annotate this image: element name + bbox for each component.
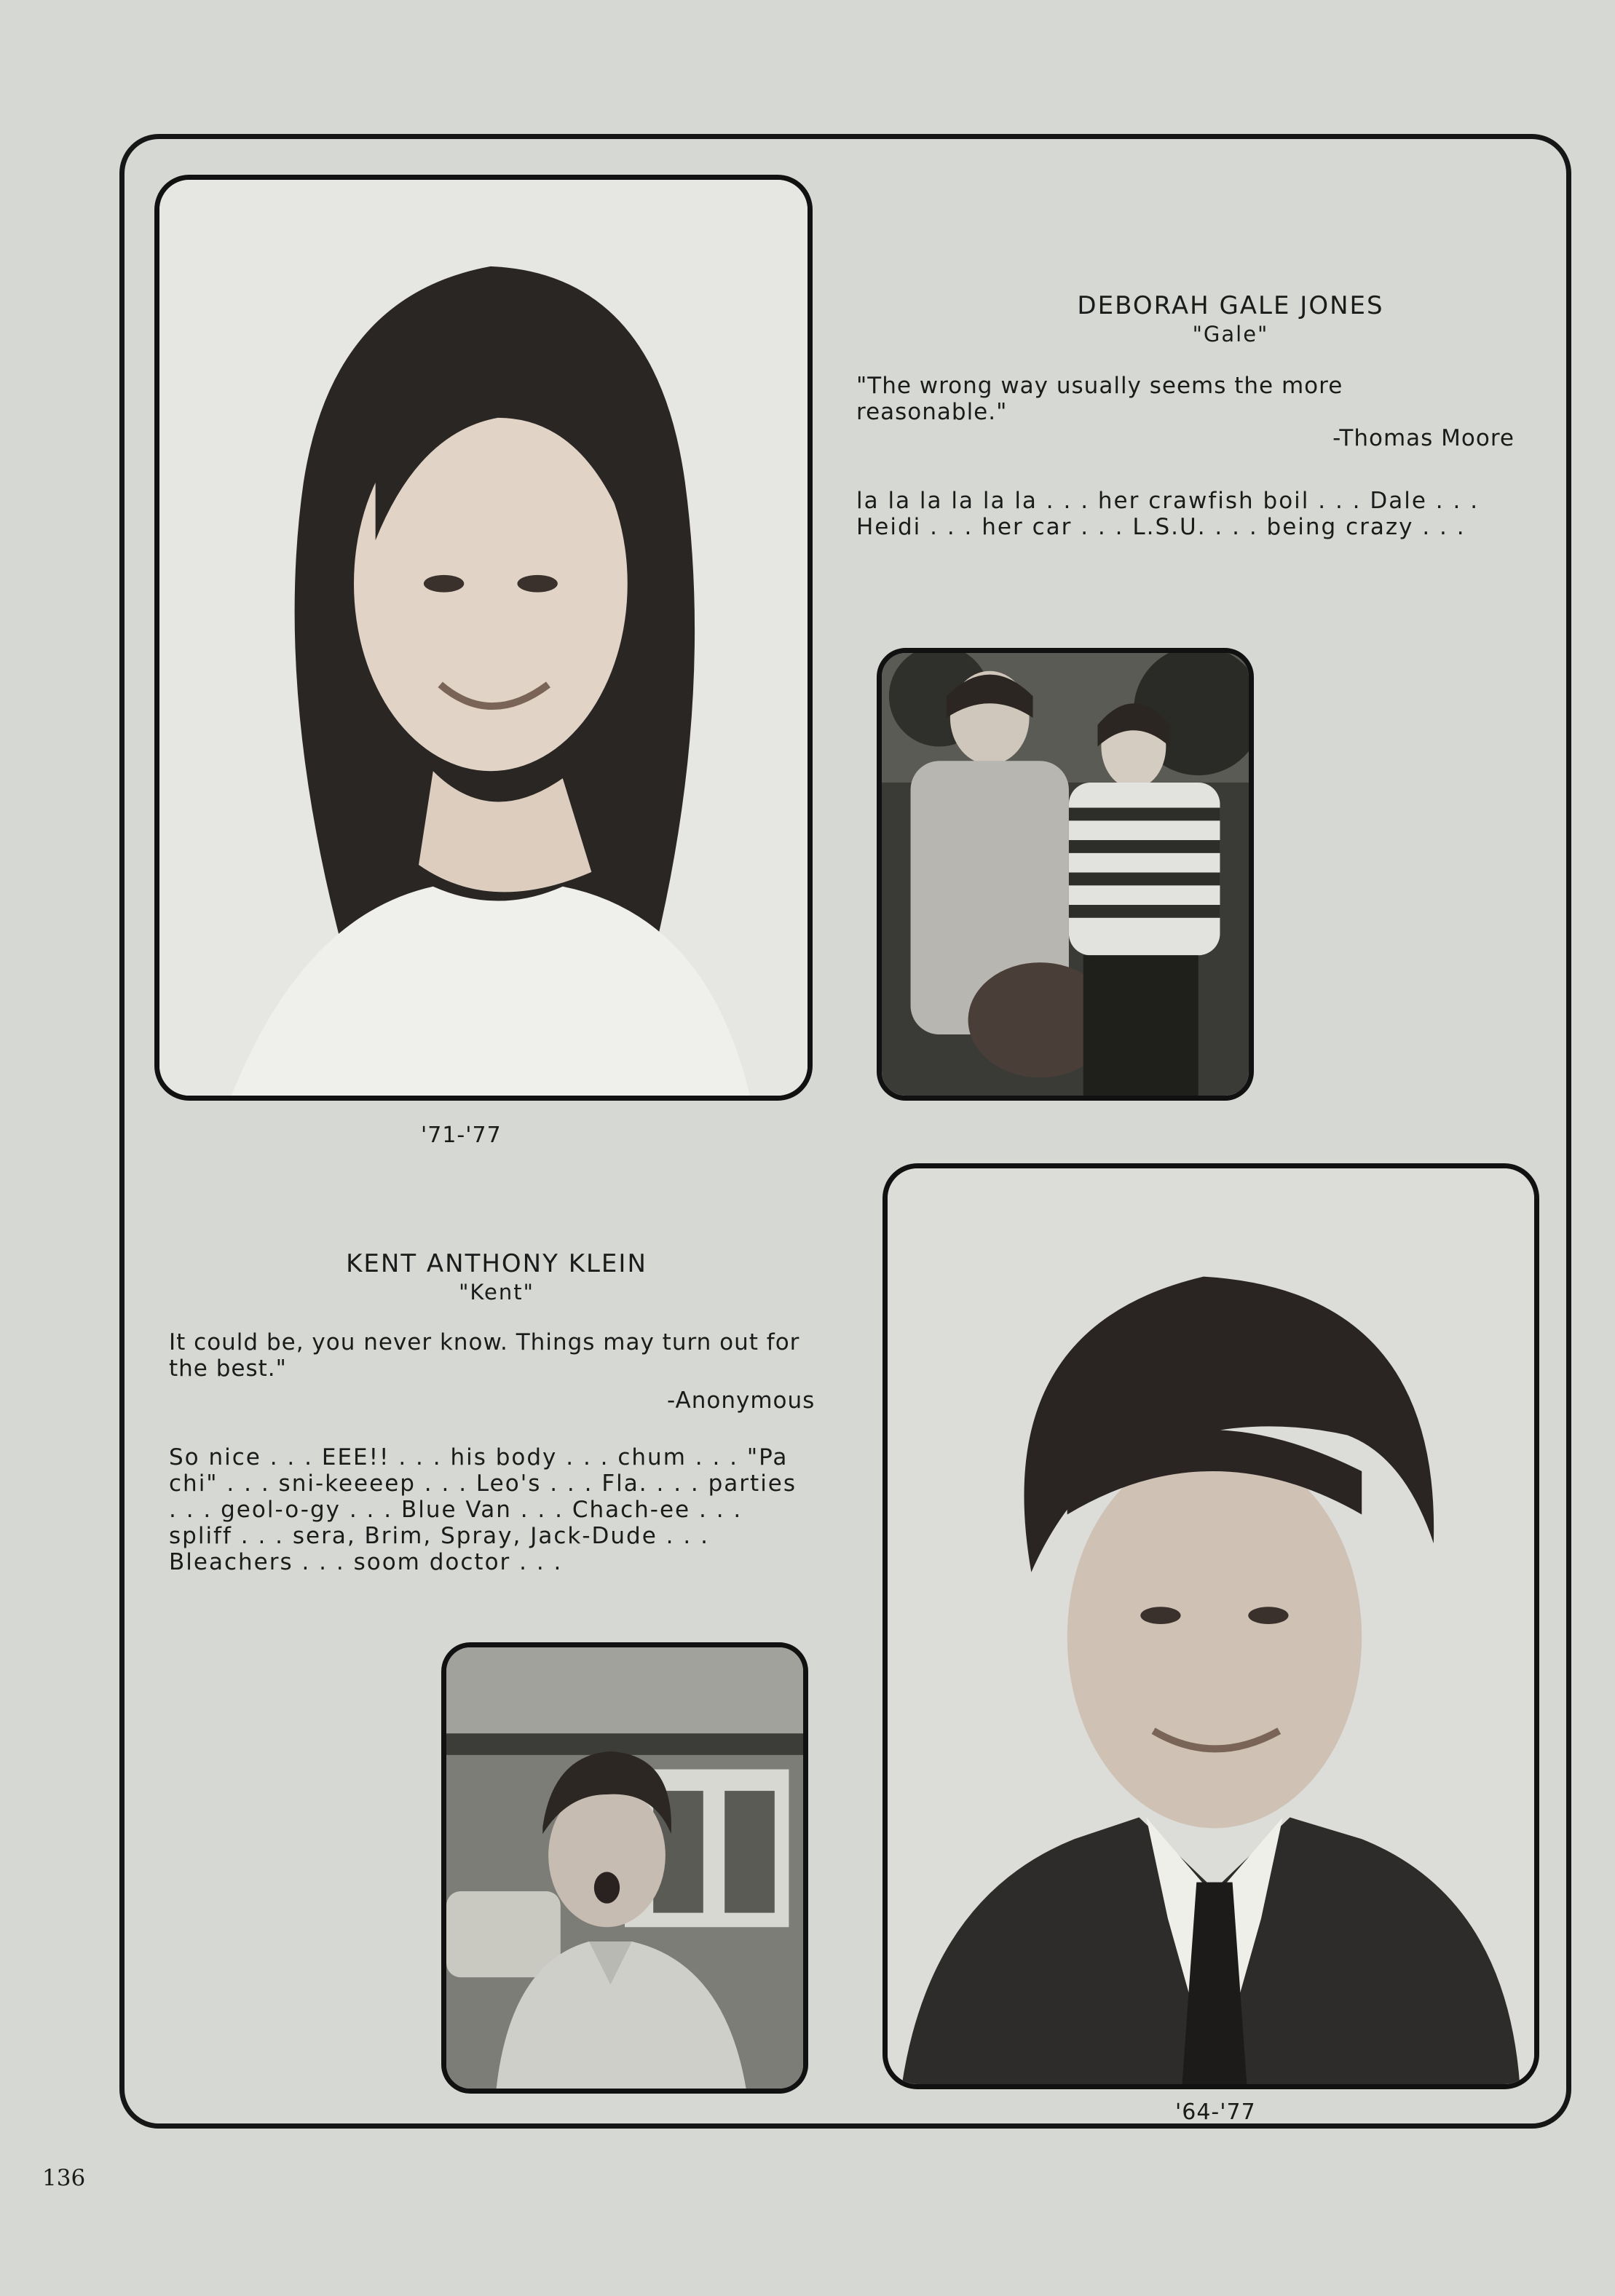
candid-photo-kent xyxy=(441,1642,808,2094)
senior-2-name xyxy=(169,1249,824,1305)
senior-1-years: '71-'77 xyxy=(421,1123,502,1148)
senior-1-name xyxy=(903,291,1558,347)
portrait-photo-deborah xyxy=(154,175,813,1101)
senior-1-attribution: -Thomas Moore xyxy=(1332,425,1515,451)
portrait-photo-kent xyxy=(882,1163,1539,2089)
senior-2-years: '64-'77 xyxy=(1175,2099,1256,2125)
senior-2-nickname: "Kent" xyxy=(459,1280,534,1305)
senior-2-full-name: KENT ANTHONY KLEIN xyxy=(346,1249,647,1278)
senior-2-quote: It could be, you never know. Things may turn out for the best." xyxy=(169,1329,800,1382)
senior-2-bio: So nice . . . EEE!! . . . his body . . . chum . . . "Pa chi" . . . sni-keeeep . . . Leo's . . . Fla. . . . parties . . . geol-o-gy . . . Blue Van . . . Chach-ee . . . spliff . . . sera, Brim, Spray, Jack-Dude . . . Bleachers . . . soom doctor . . . xyxy=(169,1444,797,1575)
senior-1-nickname: "Gale" xyxy=(1192,322,1269,347)
page-number: 136 xyxy=(42,2165,86,2191)
senior-1-quote: "The wrong way usually seems the more reasonable." xyxy=(856,373,1343,425)
senior-2-attribution: -Anonymous xyxy=(667,1388,816,1414)
senior-1-bio: la la la la la la . . . her crawfish boil . . . Dale . . . Heidi . . . her car . . . L.S.U. . . . being crazy . . . xyxy=(856,488,1480,540)
senior-1-full-name: DEBORAH GALE JONES xyxy=(1077,291,1384,320)
candid-photo-deborah xyxy=(877,648,1254,1101)
